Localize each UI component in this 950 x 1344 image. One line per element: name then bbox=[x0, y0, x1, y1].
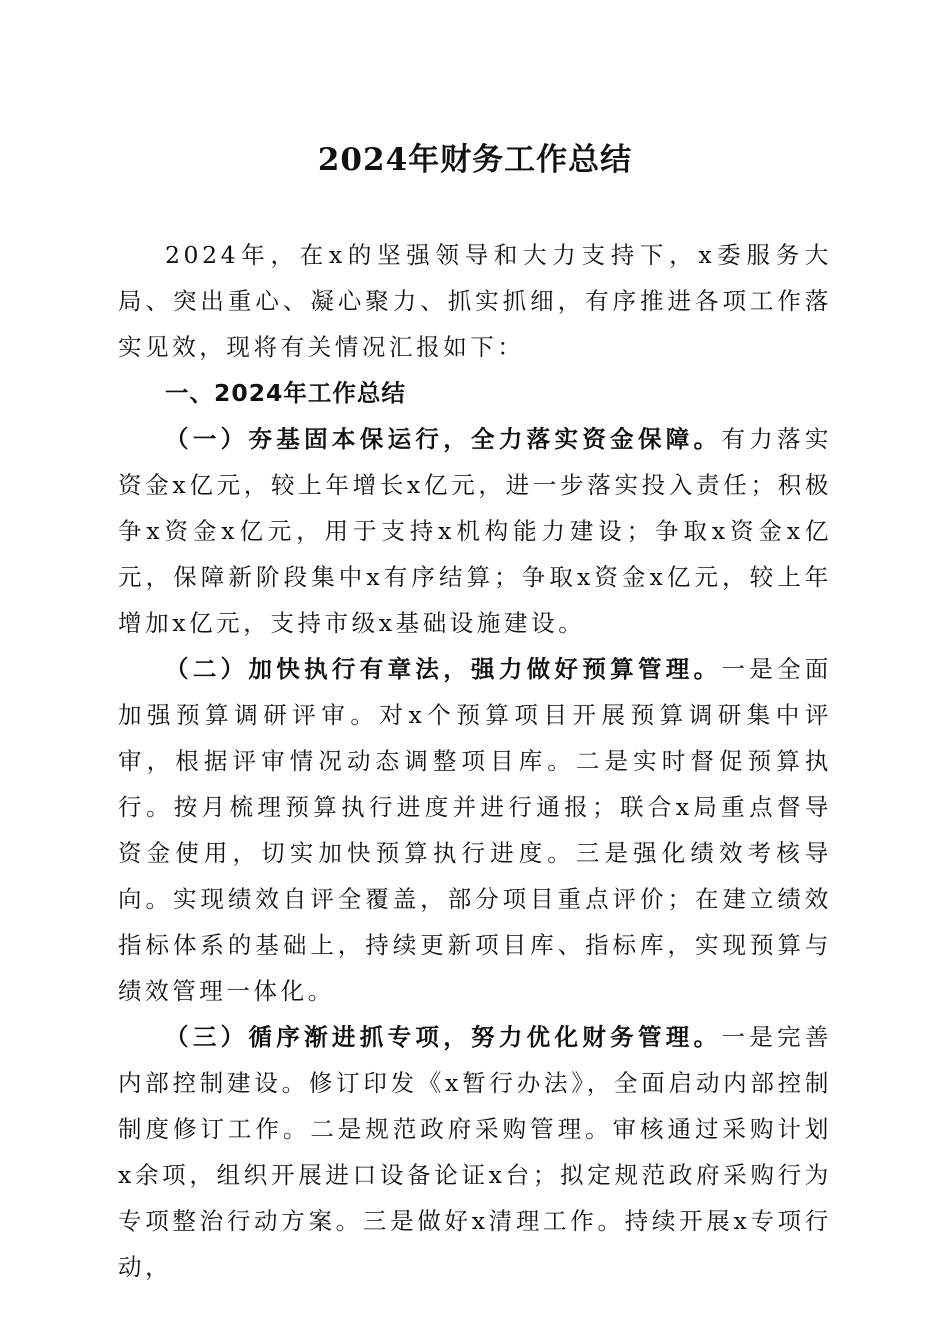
document-body bbox=[118, 232, 832, 1290]
paragraph-item-3 bbox=[118, 1014, 832, 1290]
item-1-text: 有力落实资金x亿元，较上年增长x亿元，进一步落实投入责任；积极争x资金x亿元，用于支持x机构能力建设；争取x资金x亿元，保障新阶段集中x有序结算；争取x资金x亿元，较上年增加x亿元，支持市级x基础设施建设。 bbox=[118, 425, 833, 637]
section-heading: 一、2024年工作总结 bbox=[165, 379, 406, 407]
paragraph-item-1 bbox=[118, 416, 832, 646]
document-title: 2024年财务工作总结 bbox=[317, 142, 633, 178]
paragraph-item-2 bbox=[118, 646, 832, 1014]
item-2-lead: （二）加快执行有章法，强力做好预算管理。 bbox=[165, 655, 722, 683]
item-3-text: 一是完善内部控制建设。修订印发《x暂行办法》，全面启动内部控制制度修订工作。二是规范政府采购管理。审核通过采购计划x余项，组织开展进口设备论证x台；拟定规范政府采购行为专项整治行动方案。三是做好x清理工作。持续开展x专项行动， bbox=[118, 1023, 833, 1281]
item-2-text: 一是全面加强预算调研评审。对x个预算项目开展预算调研集中评审，根据评审情况动态调整项目库。二是实时督促预算执行。按月梳理预算执行进度并进行通报；联合x局重点督导资金使用，切实加快预算执行进度。三是强化绩效考核导向。实现绩效自评全覆盖，部分项目重点评价；在建立绩效指标体系的基础上，持续更新项目库、指标库，实现预算与绩效管理一体化。 bbox=[118, 655, 833, 1005]
intro-paragraph: 2024年，在x的坚强领导和大力支持下，x委服务大局、突出重心、凝心聚力、抓实抓细，有序推进各项工作落实见效，现将有关情况汇报如下： bbox=[118, 241, 832, 361]
item-3-lead: （三）循序渐进抓专项，努力优化财务管理。 bbox=[165, 1023, 722, 1051]
item-1-lead: （一）夯基固本保运行，全力落实资金保障。 bbox=[165, 425, 722, 453]
